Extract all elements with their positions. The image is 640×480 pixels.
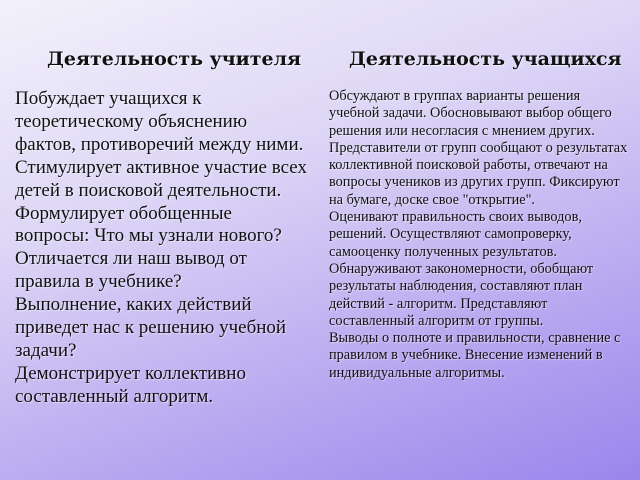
teacher-heading: Деятельность учителя: [47, 48, 302, 70]
students-column: [329, 88, 629, 382]
students-paragraph: Обсуждают в группах варианты решения учебной задачи. Обосновывают выбор общего решения или несогласия с мнением других. Представители от групп сообщают о результатах коллективной поисковой работы, отвечают на вопросы учеников из других групп. Фиксируют на бумаге, доске свое "открытие".: [329, 88, 628, 208]
students-heading: Деятельность учащихся: [349, 48, 622, 70]
teacher-paragraph: Выполнение, каких действий приведет нас к решению учебной задачи?: [15, 294, 287, 361]
teacher-paragraph: Демонстрирует коллективно составленный алгоритм.: [15, 362, 246, 407]
teacher-paragraph: Побуждает учащихся к теоретическому объяснению фактов, противоречий между ними.: [15, 88, 304, 155]
students-paragraph: Оценивают правильность своих выводов, решений. Осуществляют самопроверку, самооценку полученных результатов.: [329, 209, 582, 260]
students-paragraph: Выводы о полноте и правильности, сравнение с правилом в учебнике. Внесение изменений в индивидуальные алгоритмы.: [329, 330, 621, 381]
students-paragraph: Обнаруживают закономерности, обобщают результаты наблюдения, составляют план действий - алгоритм. Представляют составленный алгоритм от группы.: [329, 260, 594, 329]
teacher-paragraph: Формулирует обобщенные вопросы: Что мы узнали нового? Отличается ли наш вывод от правила в учебнике?: [15, 202, 282, 293]
teacher-column: [15, 88, 307, 409]
teacher-paragraph: Стимулирует активное участие всех детей в поисковой деятельности.: [15, 156, 307, 201]
